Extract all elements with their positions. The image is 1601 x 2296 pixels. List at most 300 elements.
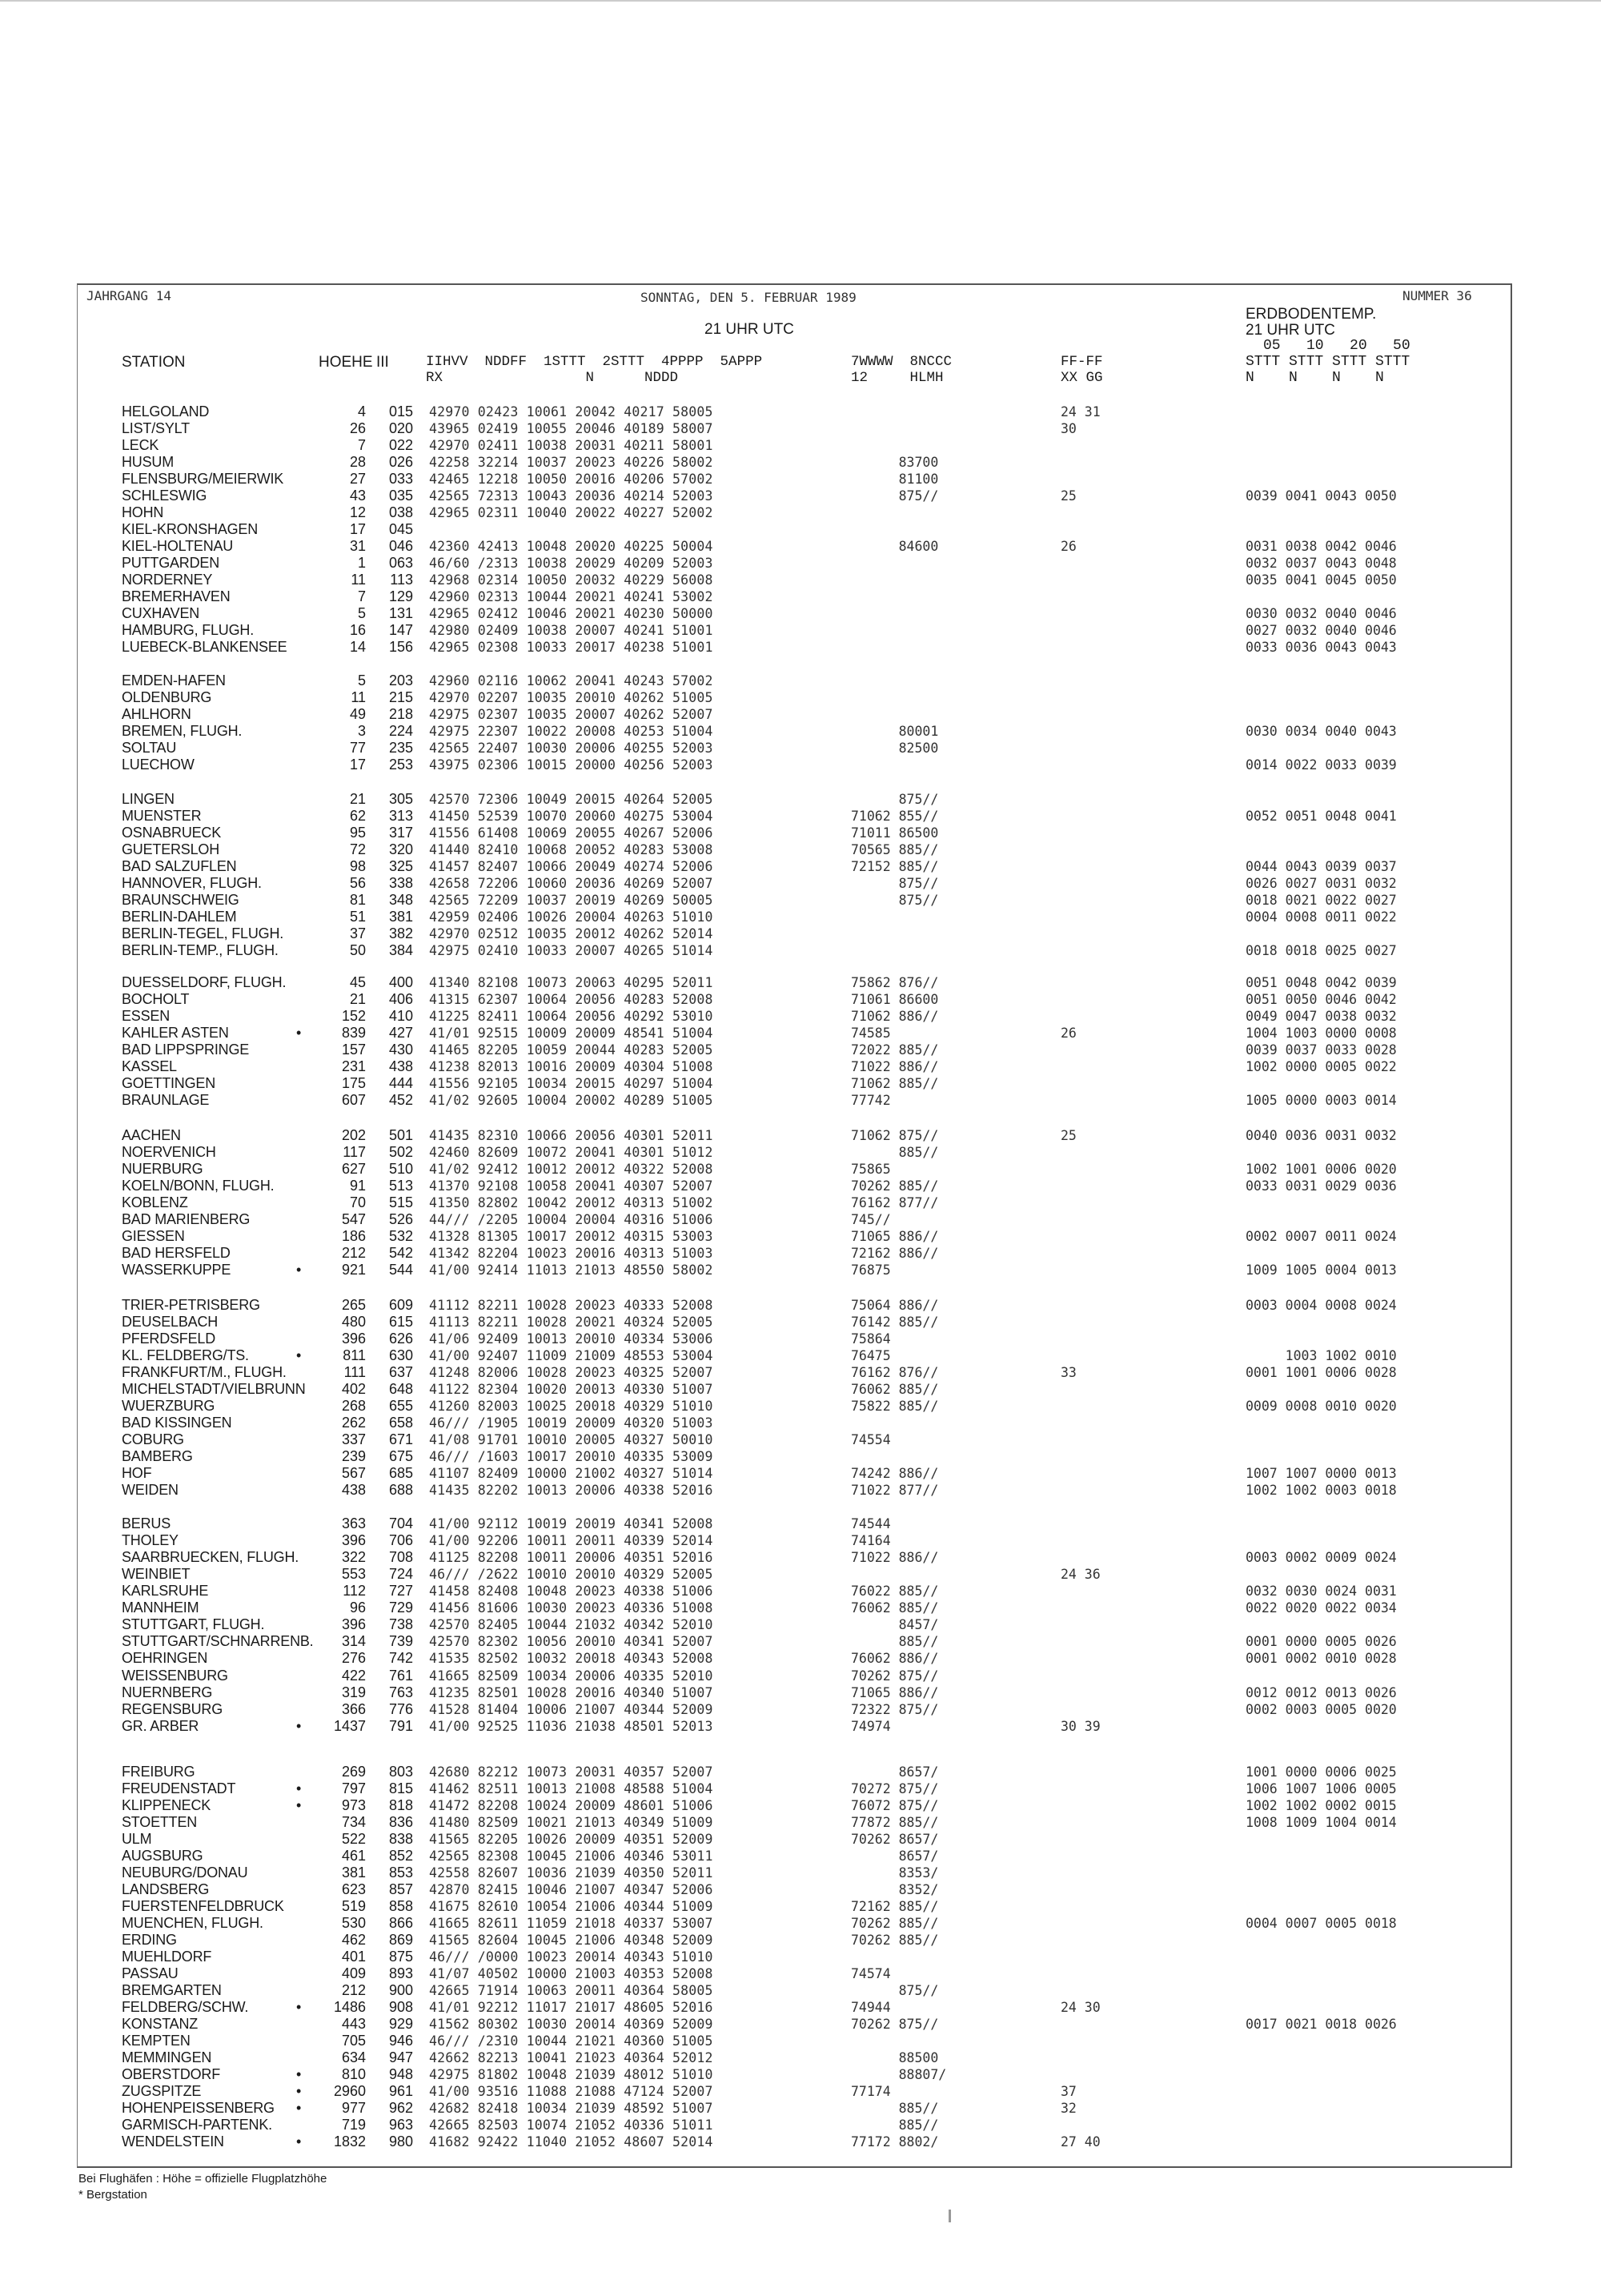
station-row [0, 1092, 1521, 1109]
station-id: 685 [388, 1465, 413, 1481]
station-elevation: 547 [341, 1211, 366, 1227]
station-name: COBURG [122, 1431, 184, 1447]
station-elevation: 262 [341, 1415, 366, 1431]
synop-codes: 41/02 92412 10012 20012 40322 52008 [429, 1162, 713, 1177]
station-name: SAARBRUECKEN, FLUGH. [122, 1549, 299, 1565]
soil-temps: 0032 0030 0024 0031 [1246, 1584, 1397, 1599]
soil-temps: 0017 0021 0018 0026 [1246, 2017, 1397, 2032]
station-row [0, 454, 1521, 471]
station-row [0, 672, 1521, 689]
weather-codes: 76022 885// [851, 1584, 939, 1599]
weather-codes: 8657/ [851, 1848, 939, 1864]
col-weather: 7WWWW 8NCCC [851, 354, 953, 370]
soil-temps: 0033 0036 0043 0043 [1246, 640, 1397, 655]
synop-codes: 41565 82604 10045 21006 40348 52009 [429, 1933, 713, 1948]
station-name: MUEHLDORF [122, 1949, 212, 1965]
gust-values: 25 [1061, 488, 1077, 504]
station-id: 803 [388, 1764, 413, 1780]
station-row [0, 521, 1521, 538]
station-elevation: 797 [341, 1780, 366, 1796]
station-elevation: 396 [341, 1331, 366, 1347]
station-row [0, 974, 1521, 991]
station-row [0, 1127, 1521, 1144]
station-row [0, 1482, 1521, 1499]
station-elevation: 480 [341, 1314, 366, 1330]
station-row [0, 605, 1521, 622]
synop-codes: 41665 82611 11059 21018 40337 53007 [429, 1916, 713, 1931]
station-name: REGENSBURG [122, 1701, 223, 1717]
station-row [0, 942, 1521, 959]
station-id: 015 [388, 403, 413, 419]
station-row [0, 2117, 1521, 2133]
gust-values: 25 [1061, 1128, 1077, 1143]
station-elevation: 366 [341, 1701, 366, 1717]
soil-stt-header: STTT STTT STTT STTT [1246, 354, 1410, 370]
station-elevation: 175 [341, 1075, 366, 1091]
synop-codes: 42970 02423 10061 20042 40217 58005 [429, 404, 713, 419]
weather-codes: 81100 [851, 472, 939, 487]
synop-codes: 46/60 /2313 10038 20029 40209 52003 [429, 556, 713, 571]
station-name: HELGOLAND [122, 403, 210, 419]
synop-codes: 42975 02307 10035 20007 40262 52007 [429, 707, 713, 722]
soil-temp-time: 21 UHR UTC [1246, 322, 1335, 339]
station-row [0, 639, 1521, 656]
station-id: 452 [388, 1092, 413, 1108]
weather-codes: 71061 86600 [851, 992, 939, 1007]
soil-temps: 0012 0012 0013 0026 [1246, 1685, 1397, 1700]
weather-codes: 71062 885// [851, 1076, 939, 1091]
weather-codes: 74242 886// [851, 1466, 939, 1481]
station-row [0, 1932, 1521, 1949]
soil-temps: 1002 1002 0002 0015 [1246, 1798, 1397, 1813]
soil-temps: 0001 0000 0005 0026 [1246, 1634, 1397, 1649]
synop-codes: 41342 82204 10023 20016 40313 51003 [429, 1246, 713, 1261]
station-name: BAD LIPPSPRINGE [122, 1042, 250, 1058]
station-elevation: 921 [341, 1262, 366, 1278]
station-name: NUERBURG [122, 1161, 203, 1177]
station-name: BAD HERSFELD [122, 1245, 231, 1261]
station-elevation: 11 [351, 572, 366, 588]
station-name: GR. ARBER [122, 1718, 199, 1734]
soil-temps: 0004 0008 0011 0022 [1246, 909, 1397, 925]
synop-codes: 46/// /1905 10019 20009 40320 51003 [429, 1415, 713, 1431]
station-elevation: 51 [349, 909, 366, 925]
station-id: 893 [388, 1965, 413, 1981]
synop-codes: 41456 81606 10030 20023 40336 51008 [429, 1600, 713, 1616]
station-id: 410 [388, 1008, 413, 1024]
station-row [0, 1025, 1521, 1042]
station-elevation: 5 [357, 672, 366, 688]
station-id: 317 [388, 825, 413, 841]
synop-codes: 41122 82304 10020 20013 40330 51007 [429, 1382, 713, 1397]
weather-codes: 71062 886// [851, 1009, 939, 1024]
station-row [0, 1848, 1521, 1864]
station-id: 857 [388, 1881, 413, 1897]
station-row [0, 1949, 1521, 1965]
station-id: 515 [388, 1194, 413, 1210]
station-id: 637 [388, 1364, 413, 1380]
synop-codes: 42965 02412 10046 20021 40230 50000 [429, 606, 713, 621]
soil-temps: 0030 0034 0040 0043 [1246, 724, 1397, 739]
weather-codes: 76142 885// [851, 1315, 939, 1330]
station-id: 502 [388, 1144, 413, 1160]
station-row [0, 1965, 1521, 1982]
gust-values: 24 30 [1061, 2000, 1101, 2015]
station-elevation: 3 [357, 723, 366, 739]
station-name: GIESSEN [122, 1228, 185, 1244]
weather-codes: 875// [851, 876, 939, 891]
station-row [0, 1262, 1521, 1278]
station-id: 724 [388, 1566, 413, 1582]
station-row [0, 1515, 1521, 1532]
synop-codes: 41/02 92605 10004 20002 40289 51005 [429, 1093, 713, 1108]
station-row [0, 689, 1521, 706]
weather-codes: 71065 886// [851, 1229, 939, 1244]
soil-temps: 0039 0037 0033 0028 [1246, 1042, 1397, 1058]
station-elevation: 438 [341, 1482, 366, 1498]
station-row [0, 1245, 1521, 1262]
station-row [0, 1864, 1521, 1881]
station-id: 218 [388, 706, 413, 722]
station-name: TRIER-PETRISBERG [122, 1297, 260, 1313]
station-name: PFERDSFELD [122, 1331, 216, 1347]
station-name: NOERVENICH [122, 1144, 216, 1160]
station-row [0, 825, 1521, 841]
col-codes-sub: RX N NDDD [426, 370, 679, 386]
station-id: 815 [388, 1780, 413, 1796]
gust-values: 27 40 [1061, 2134, 1101, 2149]
station-id: 947 [388, 2049, 413, 2065]
station-elevation: 314 [341, 1633, 366, 1649]
synop-codes: 41675 82610 10054 21006 40344 51009 [429, 1899, 713, 1914]
synop-codes: 42658 72206 10060 20036 40269 52007 [429, 876, 713, 891]
station-row [0, 1684, 1521, 1701]
synop-codes: 41565 82205 10026 20009 40351 52009 [429, 1832, 713, 1847]
synop-codes: 42965 02311 10040 20022 40227 52002 [429, 505, 713, 520]
soil-temps: 1004 1003 0000 0008 [1246, 1026, 1397, 1041]
mountain-marker: • [296, 1025, 302, 1041]
station-elevation: 117 [343, 1144, 366, 1160]
station-row [0, 1465, 1521, 1482]
station-id: 046 [388, 538, 413, 554]
station-row [0, 858, 1521, 875]
station-row [0, 488, 1521, 504]
station-id: 866 [388, 1915, 413, 1931]
soil-temps: 0002 0003 0005 0020 [1246, 1702, 1397, 1717]
soil-temps: 0003 0002 0009 0024 [1246, 1550, 1397, 1565]
station-row [0, 1668, 1521, 1684]
station-id: 510 [388, 1161, 413, 1177]
station-name: ZUGSPITZE [122, 2083, 202, 2099]
soil-temps: 0030 0032 0040 0046 [1246, 606, 1397, 621]
station-id: 791 [388, 1718, 413, 1734]
weather-codes: 71065 886// [851, 1685, 939, 1700]
synop-codes: 41480 82509 10021 21013 40349 51009 [429, 1815, 713, 1830]
weather-codes: 8657/ [851, 1764, 939, 1780]
station-id: 156 [388, 639, 413, 655]
station-id: 400 [388, 974, 413, 990]
synop-codes: 41/06 92409 10013 20010 40334 53006 [429, 1331, 713, 1347]
weather-codes: 75064 886// [851, 1298, 939, 1313]
mountain-marker: • [296, 2083, 302, 2099]
station-id: 763 [388, 1684, 413, 1700]
station-name: OEHRINGEN [122, 1650, 208, 1666]
synop-codes: 41/00 93516 11088 21088 47124 52007 [429, 2084, 713, 2099]
synop-codes: 41238 82013 10016 20009 40304 51008 [429, 1059, 713, 1074]
station-name: MUENCHEN, FLUGH. [122, 1915, 263, 1931]
station-name: FELDBERG/SCHW. [122, 1999, 249, 2015]
station-elevation: 634 [341, 2049, 366, 2065]
station-name: MICHELSTADT/VIELBRUNN [122, 1381, 306, 1397]
station-id: 630 [388, 1347, 413, 1363]
gust-values: 26 [1061, 539, 1077, 554]
weather-codes: 76875 [851, 1262, 891, 1278]
weather-codes: 70262 885// [851, 1933, 939, 1948]
weather-codes: 77172 8802/ [851, 2134, 939, 2149]
station-name: NORDERNEY [122, 572, 213, 588]
soil-temps: 1002 1001 0006 0020 [1246, 1162, 1397, 1177]
weather-codes: 74974 [851, 1719, 891, 1734]
station-elevation: 95 [349, 825, 366, 841]
soil-temps: 0027 0032 0040 0046 [1246, 623, 1397, 638]
synop-codes: 41350 82802 10042 20012 40313 51002 [429, 1195, 713, 1210]
station-name: STUTTGART, FLUGH. [122, 1616, 265, 1632]
weather-codes: 8352/ [851, 1882, 939, 1897]
soil-temps: 0044 0043 0039 0037 [1246, 859, 1397, 874]
weather-codes: 875// [851, 1983, 939, 1998]
station-id: 875 [388, 1949, 413, 1965]
station-elevation: 16 [349, 622, 366, 638]
weather-codes: 70262 885// [851, 1916, 939, 1931]
station-elevation: 91 [349, 1178, 366, 1194]
mountain-marker: • [296, 1797, 302, 1813]
station-id: 869 [388, 1932, 413, 1948]
station-row [0, 1314, 1521, 1331]
station-id: 113 [390, 572, 413, 588]
station-elevation: 11 [351, 689, 366, 705]
station-elevation: 96 [349, 1600, 366, 1616]
station-id: 858 [388, 1898, 413, 1914]
soil-temps: 0009 0008 0010 0020 [1246, 1399, 1397, 1414]
station-id: 776 [388, 1701, 413, 1717]
synop-codes: 41462 82511 10013 21008 48588 51004 [429, 1781, 713, 1796]
station-row [0, 622, 1521, 639]
weather-codes: 70272 875// [851, 1781, 939, 1796]
station-name: BERLIN-DAHLEM [122, 909, 237, 925]
station-row [0, 757, 1521, 773]
station-name: BREMERHAVEN [122, 588, 231, 604]
mountain-marker: • [296, 2100, 302, 2116]
soil-temps: 1002 1002 0003 0018 [1246, 1483, 1397, 1498]
station-id: 852 [388, 1848, 413, 1864]
station-name: KIEL-KRONSHAGEN [122, 521, 259, 537]
station-elevation: 337 [341, 1431, 366, 1447]
synop-codes: 41125 82208 10011 20006 40351 52016 [429, 1550, 713, 1565]
synop-codes: 41457 82407 10066 20049 40274 52006 [429, 859, 713, 874]
station-id: 526 [388, 1211, 413, 1227]
station-name: AACHEN [122, 1127, 181, 1143]
soil-temps: 1007 1007 0000 0013 [1246, 1466, 1397, 1481]
station-elevation: 56 [349, 875, 366, 891]
station-id: 305 [388, 791, 413, 807]
station-name: FUERSTENFELDBRUCK [122, 1898, 284, 1914]
synop-codes: 41450 52539 10070 20060 40275 53004 [429, 809, 713, 824]
soil-temps: 1009 1005 0004 0013 [1246, 1262, 1397, 1278]
weather-codes: 885// [851, 2117, 939, 2133]
weather-codes: 75862 876// [851, 975, 939, 990]
station-elevation: 265 [341, 1297, 366, 1313]
station-name: BERLIN-TEGEL, FLUGH. [122, 925, 284, 941]
station-row [0, 740, 1521, 757]
footnote-mountain: * Bergstation [78, 2188, 147, 2202]
station-name: KIEL-HOLTENAU [122, 538, 234, 554]
station-id: 908 [388, 1999, 413, 2015]
station-elevation: 212 [341, 1245, 366, 1261]
station-elevation: 1832 [333, 2133, 366, 2149]
station-elevation: 443 [341, 2016, 366, 2032]
synop-codes: 42558 82607 10036 21039 40350 52011 [429, 1865, 713, 1881]
weather-codes: 74585 [851, 1026, 891, 1041]
station-name: WASSERKUPPE [122, 1262, 231, 1278]
station-elevation: 98 [349, 858, 366, 874]
soil-temps: 0049 0047 0038 0032 [1246, 1009, 1397, 1024]
weather-codes: 76062 886// [851, 1651, 939, 1666]
station-row [0, 1075, 1521, 1092]
weather-codes: 745// [851, 1212, 891, 1227]
station-elevation: 1437 [333, 1718, 366, 1734]
station-name: LINGEN [122, 791, 175, 807]
station-elevation: 1 [357, 555, 366, 571]
station-name: NEUBURG/DONAU [122, 1864, 248, 1881]
station-row [0, 1178, 1521, 1194]
synop-codes: 42565 72209 10037 20019 40269 50005 [429, 893, 713, 908]
station-name: BRAUNLAGE [122, 1092, 210, 1108]
weather-codes: 885// [851, 2101, 939, 2116]
mountain-marker: • [296, 1780, 302, 1796]
synop-codes: 42682 82418 10034 21039 48592 51007 [429, 2101, 713, 2116]
synop-codes: 41465 82205 10059 20044 40283 52005 [429, 1042, 713, 1058]
station-row [0, 1566, 1521, 1583]
station-row [0, 1211, 1521, 1228]
station-name: NUERNBERG [122, 1684, 213, 1700]
weather-codes: 72322 875// [851, 1702, 939, 1717]
synop-codes: 41556 61408 10069 20055 40267 52006 [429, 825, 713, 841]
station-name: HUSUM [122, 454, 174, 470]
station-row [0, 572, 1521, 588]
weather-codes: 74944 [851, 2000, 891, 2015]
weather-codes: 71011 86500 [851, 825, 939, 841]
station-name: KOBLENZ [122, 1194, 188, 1210]
station-id: 963 [388, 2117, 413, 2133]
synop-codes: 41435 82202 10013 20006 40338 52016 [429, 1483, 713, 1498]
report-date: SONNTAG, DEN 5. FEBRUAR 1989 [640, 290, 857, 305]
station-name: ULM [122, 1831, 152, 1847]
weather-codes: 76162 877// [851, 1195, 939, 1210]
mountain-marker: • [296, 1718, 302, 1734]
station-row [0, 1764, 1521, 1780]
station-row [0, 1915, 1521, 1932]
station-id: 224 [388, 723, 413, 739]
station-row [0, 471, 1521, 488]
station-elevation: 401 [341, 1949, 366, 1965]
station-id: 729 [388, 1600, 413, 1616]
station-name: SOLTAU [122, 740, 177, 756]
station-elevation: 70 [349, 1194, 366, 1210]
station-name: STUTTGART/SCHNARRENB. [122, 1633, 314, 1649]
station-elevation: 7 [357, 437, 366, 453]
weather-codes: 70565 885// [851, 842, 939, 857]
col-gust: FF-FF [1061, 354, 1103, 370]
station-id: 313 [388, 808, 413, 824]
station-elevation: 363 [341, 1515, 366, 1531]
synop-codes: 42980 02409 10038 20007 40241 51001 [429, 623, 713, 638]
station-id: 658 [388, 1415, 413, 1431]
station-elevation: 17 [349, 757, 366, 773]
station-id: 026 [388, 454, 413, 470]
station-id: 675 [388, 1448, 413, 1464]
station-id: 655 [388, 1398, 413, 1414]
station-elevation: 111 [343, 1364, 366, 1380]
station-row [0, 1431, 1521, 1448]
station-row [0, 1008, 1521, 1025]
station-name: WEISSENBURG [122, 1668, 228, 1684]
station-name: LANDSBERG [122, 1881, 210, 1897]
station-row [0, 1448, 1521, 1465]
station-id: 348 [388, 892, 413, 908]
mountain-marker: • [296, 1999, 302, 2015]
station-row [0, 909, 1521, 925]
synop-codes: 41562 80302 10030 20014 40369 52009 [429, 2017, 713, 2032]
station-name: LUEBECK-BLANKENSEE [122, 639, 287, 655]
synop-codes: 42570 82405 10044 21032 40342 52010 [429, 1617, 713, 1632]
station-name: OBERSTDORF [122, 2066, 221, 2082]
station-name: KONSTANZ [122, 2016, 199, 2032]
station-row [0, 841, 1521, 858]
weather-codes: 72152 885// [851, 859, 939, 874]
station-row [0, 925, 1521, 942]
weather-codes: 76072 875// [851, 1798, 939, 1813]
station-row [0, 1797, 1521, 1814]
station-name: OSNABRUECK [122, 825, 222, 841]
station-id: 129 [388, 588, 413, 604]
soil-temps: 0052 0051 0048 0041 [1246, 809, 1397, 824]
synop-codes: 41107 82409 10000 21002 40327 51014 [429, 1466, 713, 1481]
station-row [0, 1347, 1521, 1364]
station-name: HAMBURG, FLUGH. [122, 622, 255, 638]
station-id: 818 [388, 1797, 413, 1813]
station-row [0, 1228, 1521, 1245]
synop-codes: 46/// /2622 10010 20010 40329 52005 [429, 1567, 713, 1582]
weather-codes: 74164 [851, 1533, 891, 1548]
synop-codes: 41/00 92206 10011 20011 40339 52014 [429, 1533, 713, 1548]
station-name: KLIPPENECK [122, 1797, 211, 1813]
station-elevation: 811 [343, 1347, 366, 1363]
station-id: 615 [388, 1314, 413, 1330]
gust-values: 30 [1061, 421, 1077, 436]
soil-temps: 0001 0002 0010 0028 [1246, 1651, 1397, 1666]
station-name: FRANKFURT/M., FLUGH. [122, 1364, 287, 1380]
station-id: 035 [388, 488, 413, 504]
station-id: 532 [388, 1228, 413, 1244]
station-row [0, 1042, 1521, 1058]
weather-codes: 82500 [851, 741, 939, 756]
station-elevation: 239 [341, 1448, 366, 1464]
station-row [0, 1364, 1521, 1381]
station-elevation: 81 [349, 892, 366, 908]
col-weather-sub: 12 HLMH [851, 370, 944, 386]
soil-temps: 0039 0041 0043 0050 [1246, 488, 1397, 504]
synop-codes: 42975 22307 10022 20008 40253 51004 [429, 724, 713, 739]
